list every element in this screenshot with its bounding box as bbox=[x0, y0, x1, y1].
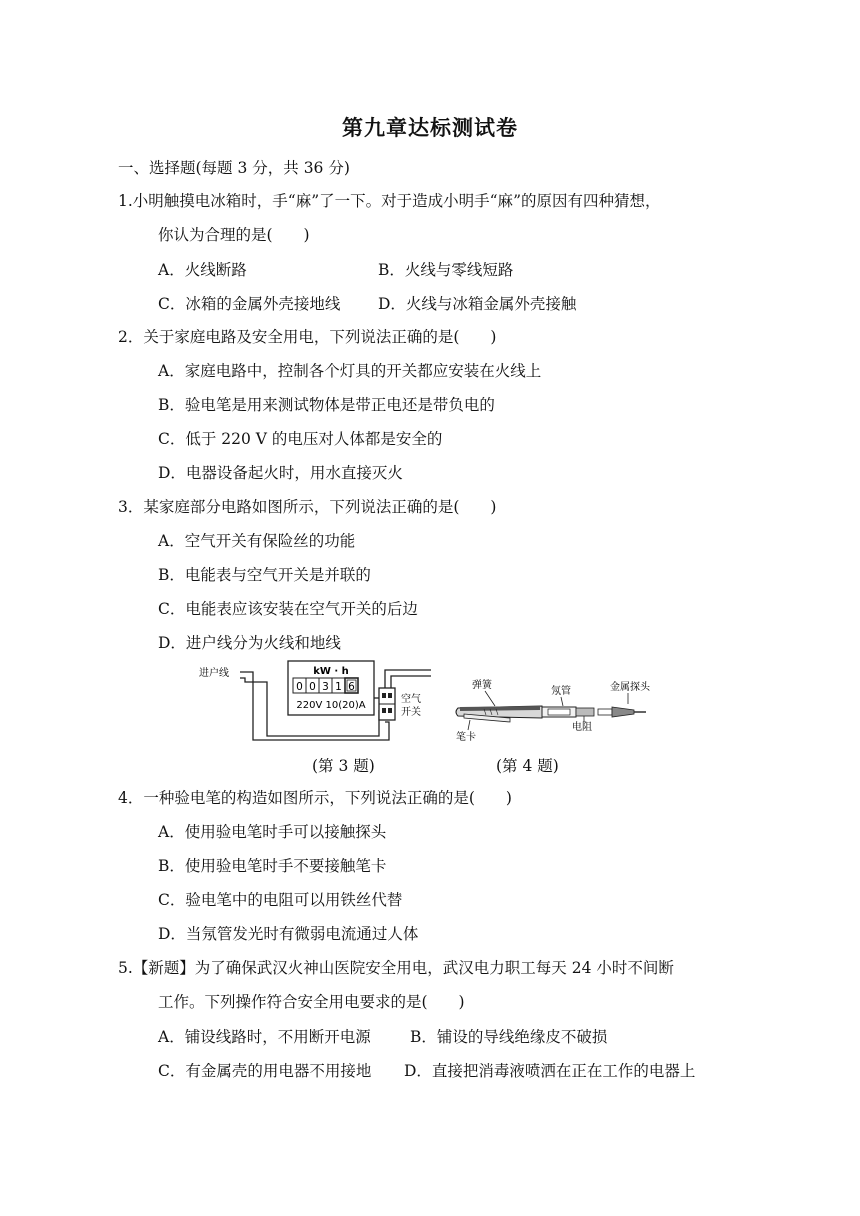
meter-digit: 6 bbox=[348, 681, 355, 693]
page-title: 第九章达标测试卷 bbox=[342, 116, 518, 140]
q2-option-c: C．低于 220 V 的电压对人体都是安全的 bbox=[158, 430, 443, 448]
q5-stem-line1: 5.【新题】为了确保武汉火神山医院安全用电，武汉电力职工每天 24 小时不间断 bbox=[118, 959, 674, 977]
meter-digits bbox=[293, 678, 358, 693]
fig3-switch-label-1: 空气 bbox=[401, 694, 421, 705]
q2-stem: 2．关于家庭电路及安全用电，下列说法正确的是( ) bbox=[118, 328, 497, 346]
q2-option-a: A．家庭电路中，控制各个灯具的开关都应安装在火线上 bbox=[158, 362, 542, 380]
meter-digit: 0 bbox=[309, 681, 316, 693]
fig3-inlet-label: 进户线 bbox=[199, 668, 229, 679]
q1-option-c: C．冰箱的金属外壳接地线 bbox=[158, 295, 341, 313]
q3-option-b: B．电能表与空气开关是并联的 bbox=[158, 566, 371, 584]
fig3-rating-label: 220V 10(20)A bbox=[296, 700, 366, 711]
q2-option-b: B．验电笔是用来测试物体是带正电还是带负电的 bbox=[158, 396, 495, 414]
fig4-probe-label: 金属探头 bbox=[610, 682, 650, 693]
q1-option-a: A．火线断路 bbox=[158, 261, 247, 279]
figure-3-circuit-diagram bbox=[195, 658, 440, 746]
fig3-switch-label-2: 开关 bbox=[401, 707, 421, 718]
q4-option-a: A．使用验电笔时手可以接触探头 bbox=[158, 823, 387, 841]
fig4-spring-label: 弹簧 bbox=[472, 680, 492, 691]
fig3-unit-label: kW · h bbox=[313, 666, 349, 677]
q4-stem: 4．一种验电笔的构造如图所示，下列说法正确的是( ) bbox=[118, 789, 512, 807]
q5-option-d: D．直接把消毒液喷洒在正在工作的电器上 bbox=[404, 1062, 696, 1080]
q3-option-c: C．电能表应该安装在空气开关的后边 bbox=[158, 600, 418, 618]
q1-option-b: B．火线与零线短路 bbox=[378, 261, 514, 279]
fig4-clip-label: 笔卡 bbox=[456, 732, 476, 743]
q4-option-c: C．验电笔中的电阻可以用铁丝代替 bbox=[158, 891, 403, 909]
q3-option-a: A．空气开关有保险丝的功能 bbox=[158, 532, 356, 550]
meter-digit: 0 bbox=[296, 681, 303, 693]
figure-4-test-pen-diagram bbox=[450, 674, 695, 746]
q1-option-d: D．火线与冰箱金属外壳接触 bbox=[378, 295, 577, 313]
q3-option-d: D．进户线分为火线和地线 bbox=[158, 634, 341, 652]
figure-3-caption: (第 3 题) bbox=[312, 757, 375, 775]
q5-option-b: B．铺设的导线绝缘皮不破损 bbox=[410, 1028, 608, 1046]
q4-option-b: B．使用验电笔时手不要接触笔卡 bbox=[158, 857, 387, 875]
q1-stem-line1: 1.小明触摸电冰箱时，手“麻”了一下。对于造成小明手“麻”的原因有四种猜想， bbox=[118, 192, 661, 210]
q5-option-a: A．铺设线路时，不用断开电源 bbox=[158, 1028, 371, 1046]
section-heading: 一、选择题(每题 3 分，共 36 分) bbox=[118, 159, 350, 177]
q2-option-d: D．电器设备起火时，用水直接灭火 bbox=[158, 464, 403, 482]
meter-digit: 1 bbox=[335, 681, 342, 693]
q3-stem: 3．某家庭部分电路如图所示，下列说法正确的是( ) bbox=[118, 498, 497, 516]
meter-digit: 3 bbox=[322, 681, 329, 693]
q4-option-d: D．当氖管发光时有微弱电流通过人体 bbox=[158, 925, 419, 943]
fig4-neon-label: 氖管 bbox=[551, 686, 571, 697]
test-pen bbox=[456, 706, 646, 722]
q1-stem-line2: 你认为合理的是( ) bbox=[158, 226, 310, 244]
q5-option-c: C．有金属壳的用电器不用接地 bbox=[158, 1062, 372, 1080]
figure-4-caption: (第 4 题) bbox=[496, 757, 559, 775]
q5-stem-line2: 工作。下列操作符合安全用电要求的是( ) bbox=[158, 993, 465, 1011]
fig4-resistor-label: 电阻 bbox=[572, 722, 592, 733]
